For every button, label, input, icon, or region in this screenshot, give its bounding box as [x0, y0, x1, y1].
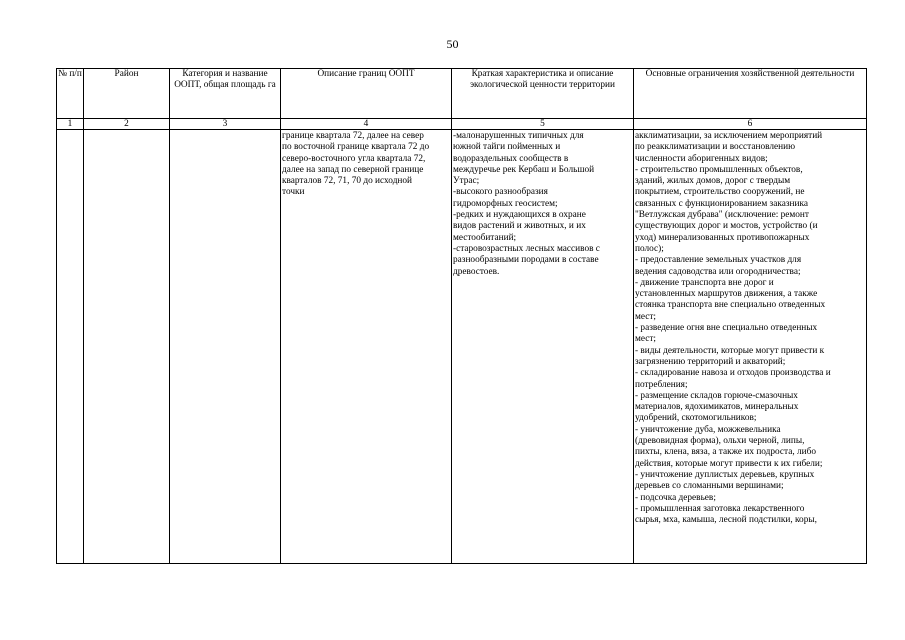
- text-line: (древовидная форма), ольхи черной, липы,: [635, 436, 805, 447]
- text-line: - предоставление земельных участков для: [635, 255, 802, 266]
- column-number: 4: [281, 119, 452, 130]
- page-number: 50: [446, 37, 459, 51]
- text-line: разнообразными породами в составе: [453, 255, 599, 266]
- text-line: зданий, жилых домов, дорог с твердым: [635, 176, 791, 187]
- text-line: Утрас;: [453, 176, 480, 187]
- text-line: пихты, клена, вяза, а также их подроста, либо: [635, 447, 817, 458]
- text-line: -малонарушенных типичных для: [453, 131, 584, 141]
- cell-characteristics: [452, 130, 634, 564]
- text-line: полос);: [635, 243, 664, 254]
- header-category: Категория и название ООПТ, общая площадь га: [170, 69, 281, 119]
- text-line: границе квартала 72, далее на север: [282, 131, 424, 141]
- text-line: видов растений и животных, и их: [453, 221, 586, 232]
- text-line: - промышленная заготовка лекарственного: [635, 503, 805, 514]
- text-line: кварталов 72, 71, 70 до исходной: [282, 176, 413, 187]
- column-number: 3: [170, 119, 281, 130]
- column-number: 1: [57, 119, 84, 130]
- text-line: мест;: [635, 311, 657, 322]
- text-line: - уничтожение дуба, можжевельника: [635, 424, 781, 435]
- cell-category: [170, 130, 281, 564]
- column-number: 2: [84, 119, 170, 130]
- text-line: -редких и нуждающихся в охране: [453, 210, 586, 221]
- protected-areas-table: [56, 68, 867, 564]
- cell-number: [57, 130, 84, 564]
- column-number: 6: [634, 119, 867, 130]
- cell-district: [84, 130, 170, 564]
- text-line: загрязнению территорий и акваторий;: [635, 356, 786, 367]
- text-line: - уничтожение дуплистых деревьев, крупных: [635, 469, 815, 480]
- table-row: [57, 130, 867, 564]
- text-line: существующих дорог и мостов, устройство (и: [635, 221, 818, 232]
- text-line: точки: [282, 187, 305, 198]
- text-line: - виды деятельности, которые могут привести к: [635, 345, 825, 356]
- text-line: акклиматизации, за исключением мероприятий: [635, 131, 823, 141]
- header-number: № п/п: [57, 69, 84, 119]
- cell-restrictions: [634, 130, 867, 564]
- text-line: мест;: [635, 334, 657, 345]
- text-line: материалов, ядохимикатов, минеральных: [635, 402, 799, 413]
- text-line: местообитаний;: [453, 232, 517, 243]
- text-line: численности аборигенных видов;: [635, 153, 768, 164]
- text-line: - складирование навоза и отходов производства и: [635, 368, 831, 379]
- text-line: "Ветлужская дубрава" (исключение: ремонт: [635, 210, 809, 221]
- text-line: гидроморфных геосистем;: [453, 198, 558, 209]
- header-boundaries: Описание границ ООПТ: [281, 69, 452, 119]
- header-district: Район: [84, 69, 170, 119]
- text-line: покрытием, строительство сооружений, не: [635, 187, 805, 198]
- text-line: сырья, мха, камыша, лесной подстилки, коры,: [635, 515, 817, 526]
- cell-boundaries: [281, 130, 452, 564]
- table-header-row: [57, 69, 867, 119]
- text-line: -старовозрастных лесных массивов с: [453, 243, 600, 254]
- text-line: удобрений, скотомогильников;: [635, 413, 757, 424]
- column-number-row: [57, 119, 867, 130]
- text-line: связанных с функционированием заказника: [635, 198, 808, 209]
- text-line: установленных маршрутов движения, а также: [635, 289, 818, 300]
- text-line: ведения садоводства или огородничества;: [635, 266, 801, 277]
- text-line: потребления;: [635, 379, 688, 390]
- text-line: водораздельных сообществ в: [453, 153, 569, 164]
- header-restrictions: Основные ограничения хозяйственной деятельности: [634, 69, 867, 119]
- header-characteristics: Краткая характеристика и описание экологической ценности территории: [452, 69, 634, 119]
- text-line: деревьев со сломанными вершинами;: [635, 481, 784, 492]
- text-line: южной тайги пойменных и: [453, 142, 561, 153]
- text-line: междуречье рек Кербаш и Большой: [453, 164, 595, 175]
- text-line: уход) минерализованных противопожарных: [635, 232, 810, 243]
- text-line: древостоев.: [453, 266, 500, 277]
- text-line: по восточной границе квартала 72 до: [282, 142, 430, 153]
- text-line: по реакклиматизации и восстановлению: [635, 142, 796, 153]
- text-line: - подсочка деревьев;: [635, 492, 716, 503]
- column-number: 5: [452, 119, 634, 130]
- text-line: действия, которые могут привести к их гибели;: [635, 458, 823, 469]
- text-line: - движение транспорта вне дорог и: [635, 277, 774, 288]
- text-line: - разведение огня вне специально отведенных: [635, 323, 818, 334]
- text-line: далее на запад по северной границе: [282, 164, 424, 175]
- text-line: -высокого разнообразия: [453, 187, 548, 198]
- text-line: стоянка транспорта вне специально отведенных: [635, 300, 826, 311]
- text-line: - размещение складов горюче-смазочных: [635, 390, 798, 401]
- text-line: - строительство промышленных объектов,: [635, 164, 803, 175]
- text-line: северо-восточного угла квартала 72,: [282, 153, 426, 164]
